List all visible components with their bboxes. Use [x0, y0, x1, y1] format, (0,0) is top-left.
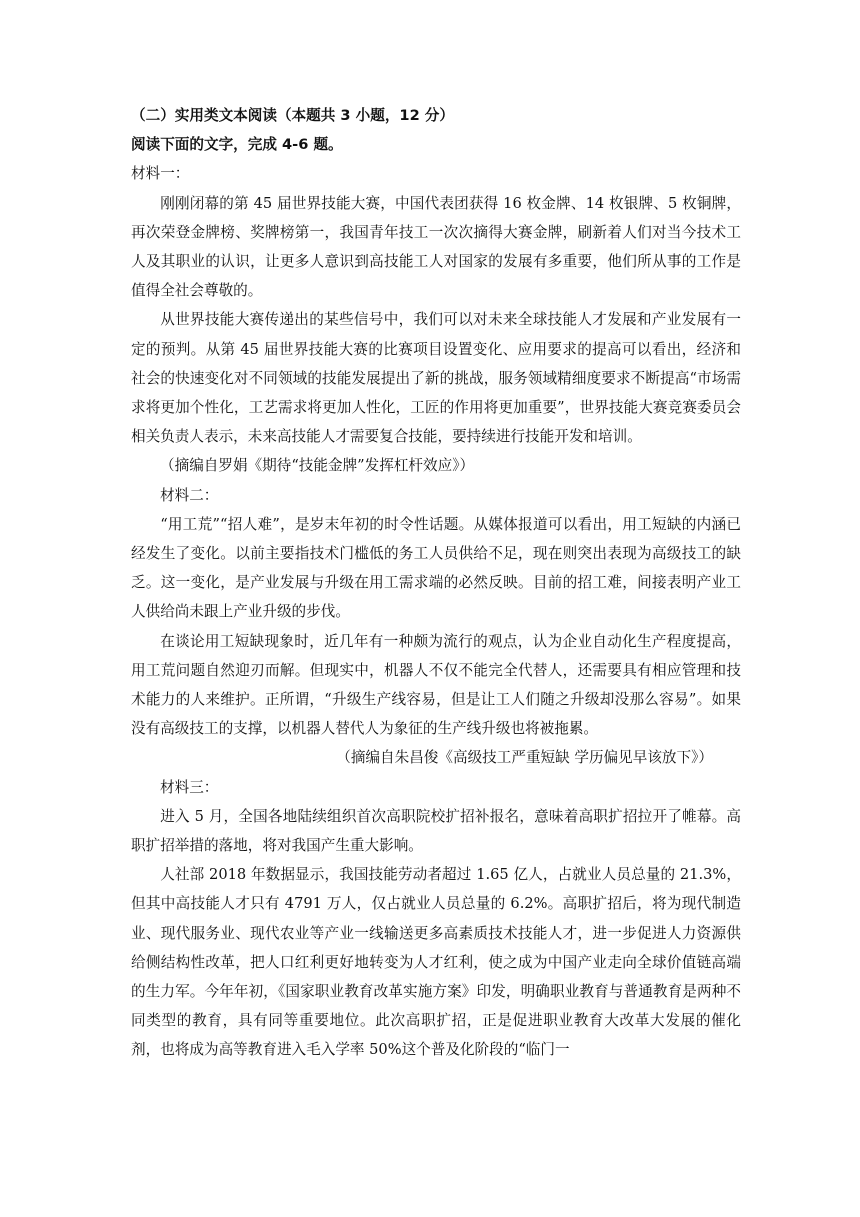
material3-label: 材料三： [160, 778, 219, 796]
material1-source: （摘编自罗娟《期待“技能金牌”发挥杠杆效应》） [160, 457, 475, 475]
material2-paragraph-2: 在谈论用工短缺现象时，近几年有一种颇为流行的观点，认为企业自动化生产程度提高，用工荒问题自然迎刃而解。但现实中，机器人不仅不能完全代替人，还需要具有相应管理和技术能力的人来维护。正所谓，“升级生产线容易，但是让工人们随之升级却没那么容易”。如果没有高级技工的支撑，以机器人替代人为象征的生产线升级也将被拖累。 [131, 632, 741, 738]
material2-label: 材料二： [160, 486, 219, 504]
material3-paragraph-1: 进入 5 月，全国各地陆续组织首次高职院校扩招补报名，意味着高职扩招拉开了帷幕。高职扩招举措的落地，将对我国产生重大影响。 [131, 807, 741, 854]
material2-source: （摘编自朱昌俊《高级技工严重短缺 学历偏见早该放下》） [336, 749, 713, 767]
material3-paragraph-2: 人社部 2018 年数据显示，我国技能劳动者超过 1.65 亿人，占就业人员总量的 21.3%，但其中高技能人才只有 4791 万人，仅占就业人员总量的 6.2%。高职扩招后，将为现代制造业、现代服务业、现代农业等产业一线输送更多高素质技术技能人才，进一步促进人力资源供给侧结构性改革，把人口红利更好地转变为人才红利，使之成为中国产业走向全球价值链高端的生力军。今年年初，《国家职业教育改革实施方案》印发，明确职业教育与普通教育是两种不同类型的教育，具有同等重要地位。此次高职扩招，正是促进职业教育大改革大发展的催化剂，也将成为高等教育进入毛入学率 50%这个普及化阶段的“临门一 [131, 866, 741, 1059]
instruction: 阅读下面的文字，完成 4-6 题。 [131, 136, 343, 154]
material1-paragraph-2: 从世界技能大赛传递出的某些信号中，我们可以对未来全球技能人才发展和产业发展有一定的预判。从第 45 届世界技能大赛的比赛项目设置变化、应用要求的提高可以看出，经济和社会的快速变化对不同领域的技能发展提出了新的挑战，服务领域精细度要求不断提高“市场需求将更加个性化，工艺需求将更加人性化，工匠的作用将更加重要”，世界技能大赛竞赛委员会相关负责人表示，未来高技能人才需要复合技能，要持续进行技能开发和培训。 [131, 311, 741, 446]
material1-label: 材料一： [131, 165, 190, 183]
material2-paragraph-1: “用工荒”“招人难”，是岁末年初的时令性话题。从媒体报道可以看出，用工短缺的内涵已经发生了变化。以前主要指技术门槛低的务工人员供给不足，现在则突出表现为高级技工的缺乏。这一变化，是产业发展与升级在用工需求端的必然反映。目前的招工难，间接表明产业工人供给尚未跟上产业升级的步伐。 [131, 515, 741, 621]
section-title: （二）实用类文本阅读（本题共 3 小题，12 分） [131, 107, 454, 124]
document-page [131, 101, 741, 1065]
material1-paragraph-1: 刚刚闭幕的第 45 届世界技能大赛，中国代表团获得 16 枚金牌、14 枚银牌、5 枚铜牌，再次荣登金牌榜、奖牌榜第一，我国青年技工一次次摘得大赛金牌，刷新着人们对当今技术工人及其职业的认识，让更多人意识到高技能工人对国家的发展有多重要，他们所从事的工作是值得全社会尊敬的。 [131, 194, 741, 300]
